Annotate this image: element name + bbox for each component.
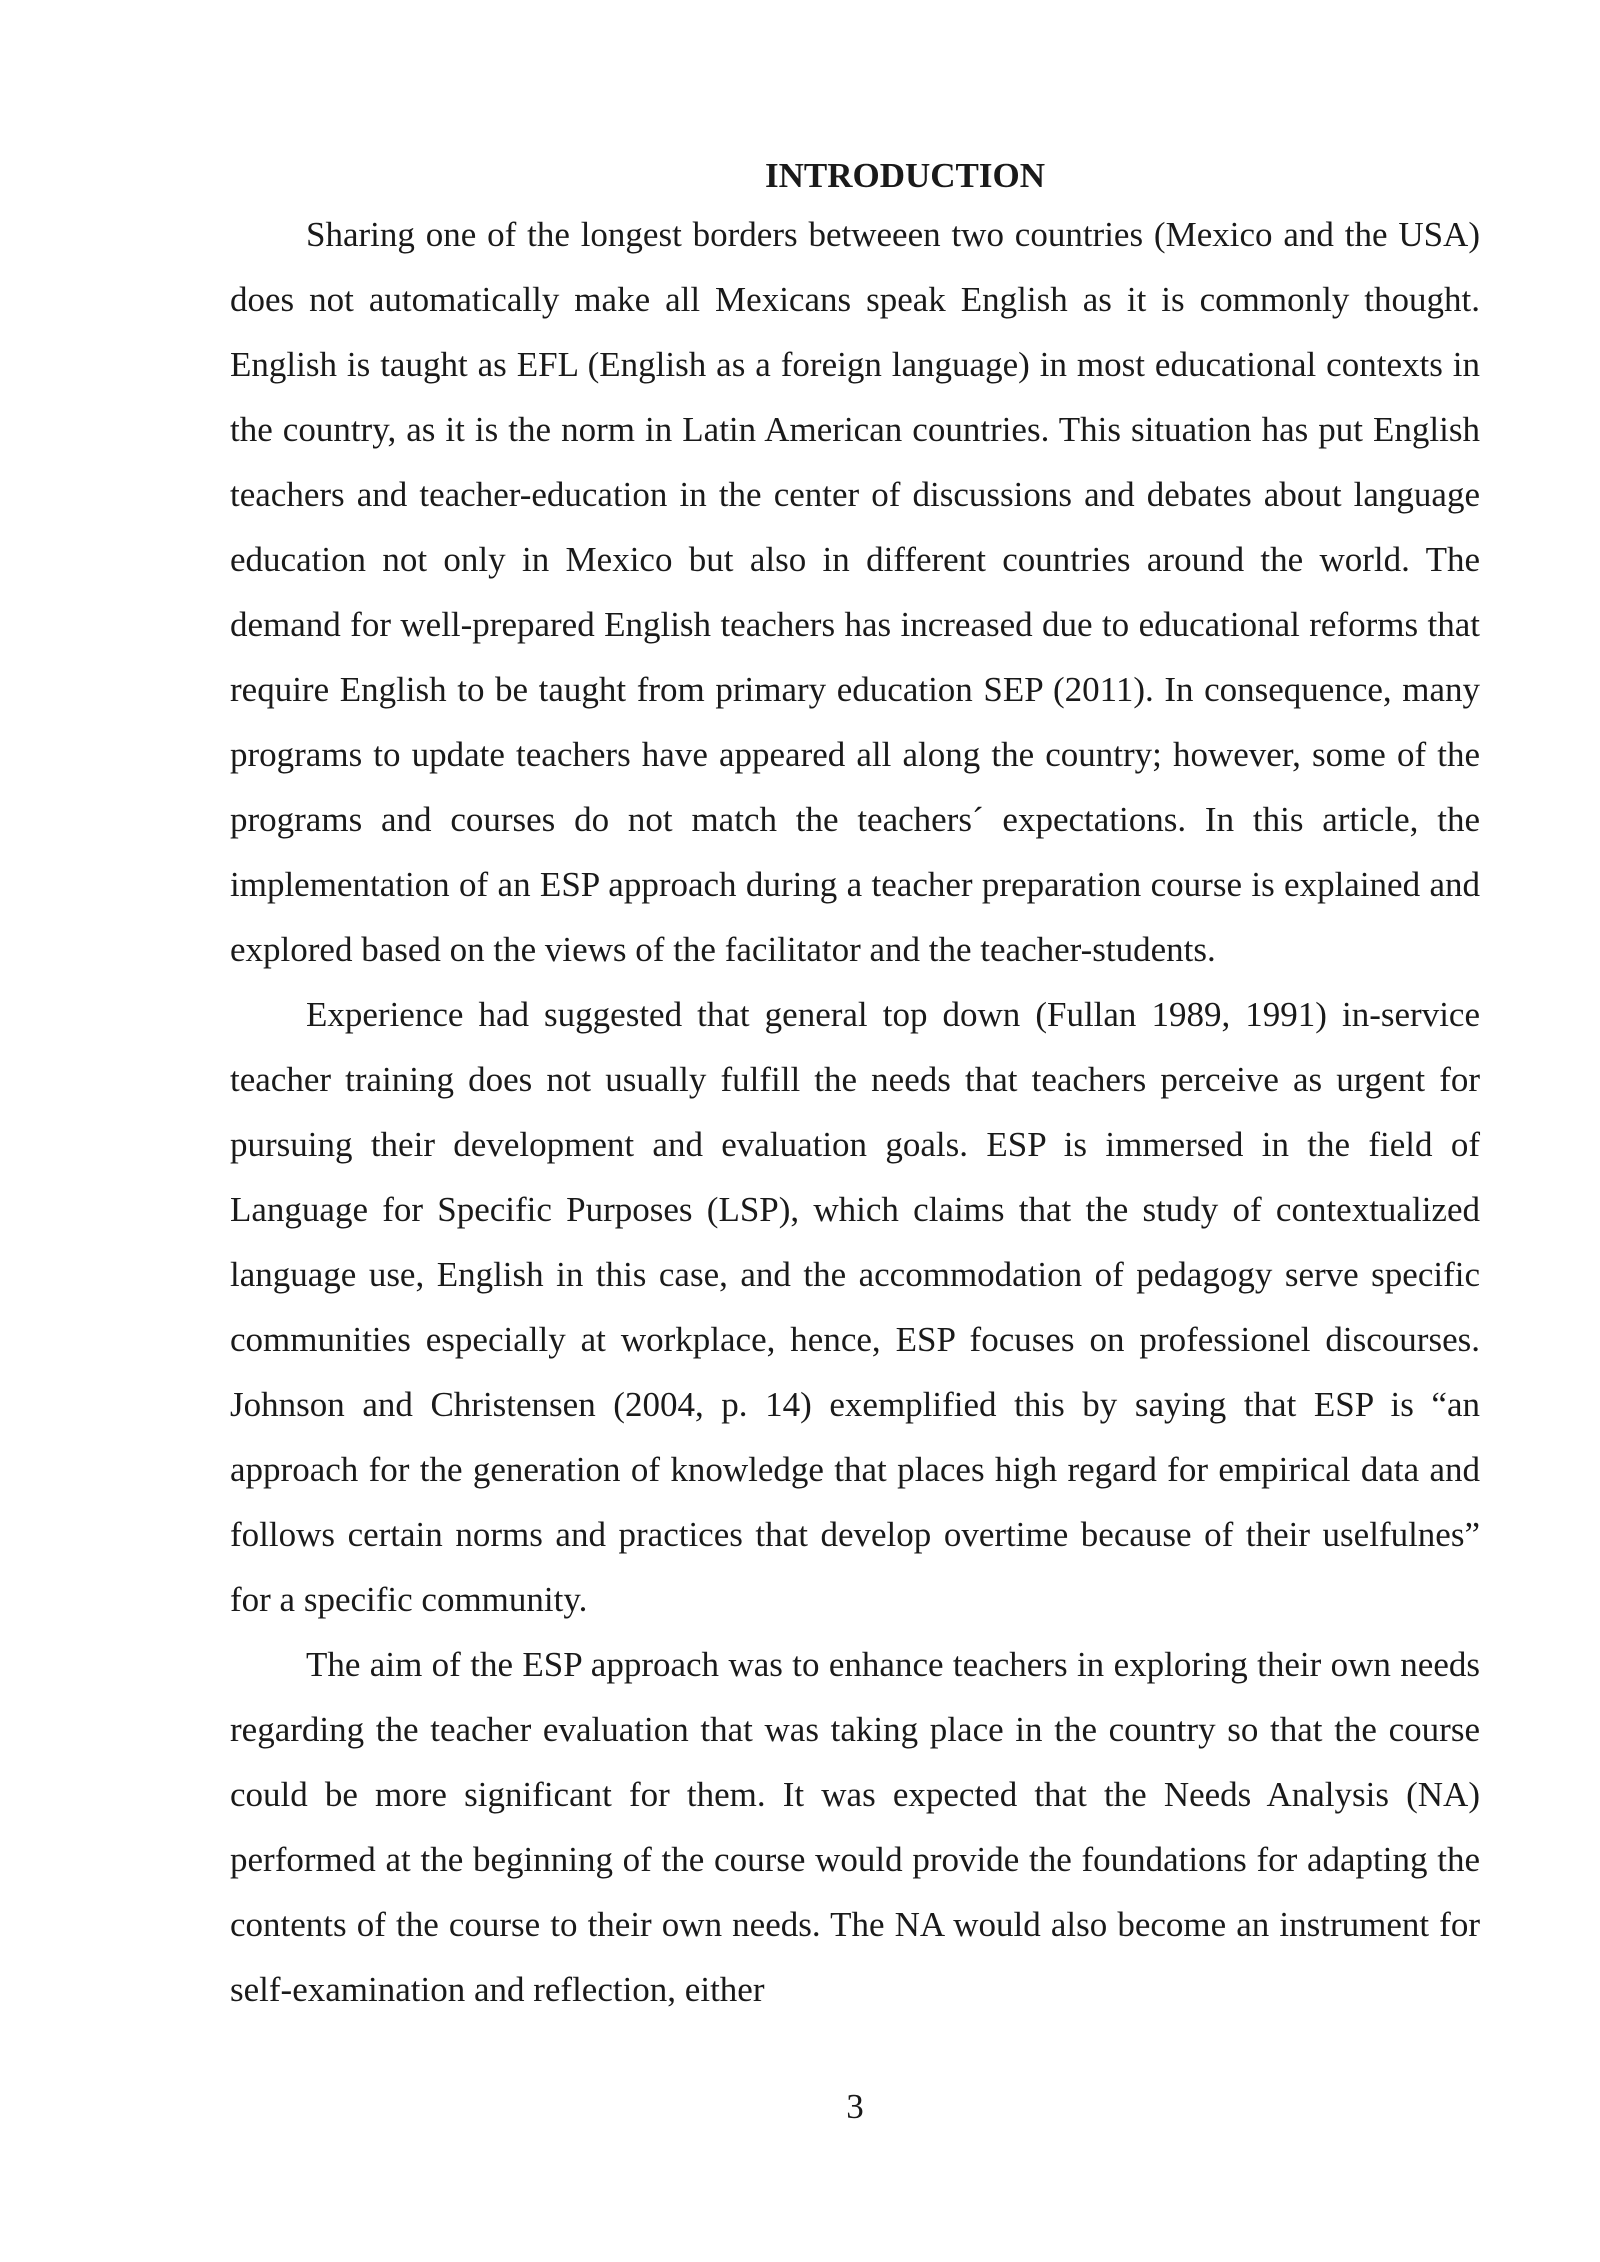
page-body (230, 150, 1480, 2022)
paragraph-1: Sharing one of the longest borders betweeen two countries (Mexico and the USA) does not automatically make all Mexicans speak English as it is commonly thought. English is taught as EFL (English as a foreign language) in most educational contexts in the country, as it is the norm in Latin American countries. This situation has put English teachers and teacher-education in the center of discussions and debates about language education not only in Mexico but also in different countries around the world. The demand for well-prepared English teachers has increased due to educational reforms that require English to be taught from primary education SEP (2011). In consequence, many programs to update teachers have appeared all along the country; however, some of the programs and courses do not match the teachers´ expectations. In this article, the implementation of an ESP approach during a teacher preparation course is explained and explored based on the views of the facilitator and the teacher-students. (230, 215, 1480, 969)
paragraph-3: The aim of the ESP approach was to enhance teachers in exploring their own needs regarding the teacher evaluation that was taking place in the country so that the course could be more significant for them. It was expected that the Needs Analysis (NA) performed at the beginning of the course would provide the foundations for adapting the contents of the course to their own needs. The NA would also become an instrument for self-examination and reflection, either (230, 1645, 1480, 2009)
section-heading: INTRODUCTION (764, 156, 1046, 195)
page-number: 3 (846, 2087, 864, 2126)
paragraph-2: Experience had suggested that general top down (Fullan 1989, 1991) in-service teacher training does not usually fulfill the needs that teachers perceive as urgent for pursuing their development and evaluation goals. ESP is immersed in the field of Language for Specific Purposes (LSP), which claims that the study of contextualized language use, English in this case, and the accommodation of pedagogy serve specific communities especially at workplace, hence, ESP focuses on professionel discourses. Johnson and Christensen (2004, p. 14) exemplified this by saying that ESP is “an approach for the generation of knowledge that places high regard for empirical data and follows certain norms and practices that develop overtime because of their uselfulnes” for a specific community. (230, 995, 1480, 1619)
